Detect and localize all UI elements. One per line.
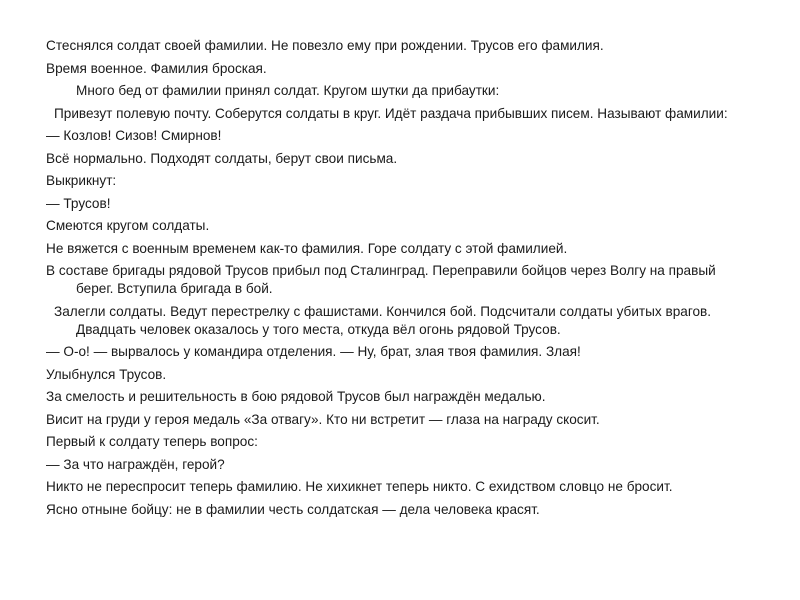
paragraph-14: Улыбнулся Трусов. <box>46 366 167 382</box>
paragraph-13: — О-о! — вырвалось у командира отделения. — Ну, брат, злая твоя фамилия. Злая! <box>46 344 581 359</box>
paragraph-1: Стеснялся солдат своей фамилии. Не повезло ему при рождении. Трусов его фамилия. <box>46 38 604 53</box>
paragraph-4: Привезут полевую почту. Соберутся солдаты в круг. Идёт раздача прибывших писем. Называют фамилии: <box>54 105 728 121</box>
paragraph-5: — Козлов! Сизов! Смирнов! <box>46 128 222 143</box>
paragraph-18: — За что награждён, герой? <box>46 456 225 472</box>
paragraph-11: В составе бригады рядовой Трусов прибыл под Сталинград. Переправили бойцов через Волгу на правый берег. Вступила бригада в бой. <box>46 263 716 296</box>
paragraph-2: Время военное. Фамилия броская. <box>46 60 267 76</box>
paragraph-12: Залегли солдаты. Ведут перестрелку с фашистами. Кончился бой. Подсчитали солдаты убитых врагов. Двадцать человек оказалось у того места, откуда вёл огонь рядовой Трусов. <box>54 303 712 337</box>
document-body <box>46 37 746 523</box>
paragraph-9: Смеются кругом солдаты. <box>46 218 210 233</box>
paragraph-15: За смелость и решительность в бою рядовой Трусов был награждён медалью. <box>46 389 546 404</box>
paragraph-20: Ясно отныне бойцу: не в фамилии честь солдатская — дела человека красят. <box>46 501 540 517</box>
paragraph-10: Не вяжется с военным временем как-то фамилия. Горе солдату с этой фамилией. <box>46 240 568 256</box>
paragraph-6: Всё нормально. Подходят солдаты, берут свои письма. <box>46 150 398 166</box>
paragraph-16: Висит на груди у героя медаль «За отвагу». Кто ни встретит — глаза на награду скосит. <box>46 411 600 427</box>
paragraph-7: Выкрикнут: <box>46 173 117 188</box>
paragraph-19: Никто не переспросит теперь фамилию. Не хихикнет теперь никто. С ехидством словцо не бросит. <box>46 479 673 494</box>
paragraph-3: Много бед от фамилии принял солдат. Кругом шутки да прибаутки: <box>76 83 500 98</box>
paragraph-8: — Трусов! <box>46 195 111 211</box>
paragraph-17: Первый к солдату теперь вопрос: <box>46 434 258 449</box>
